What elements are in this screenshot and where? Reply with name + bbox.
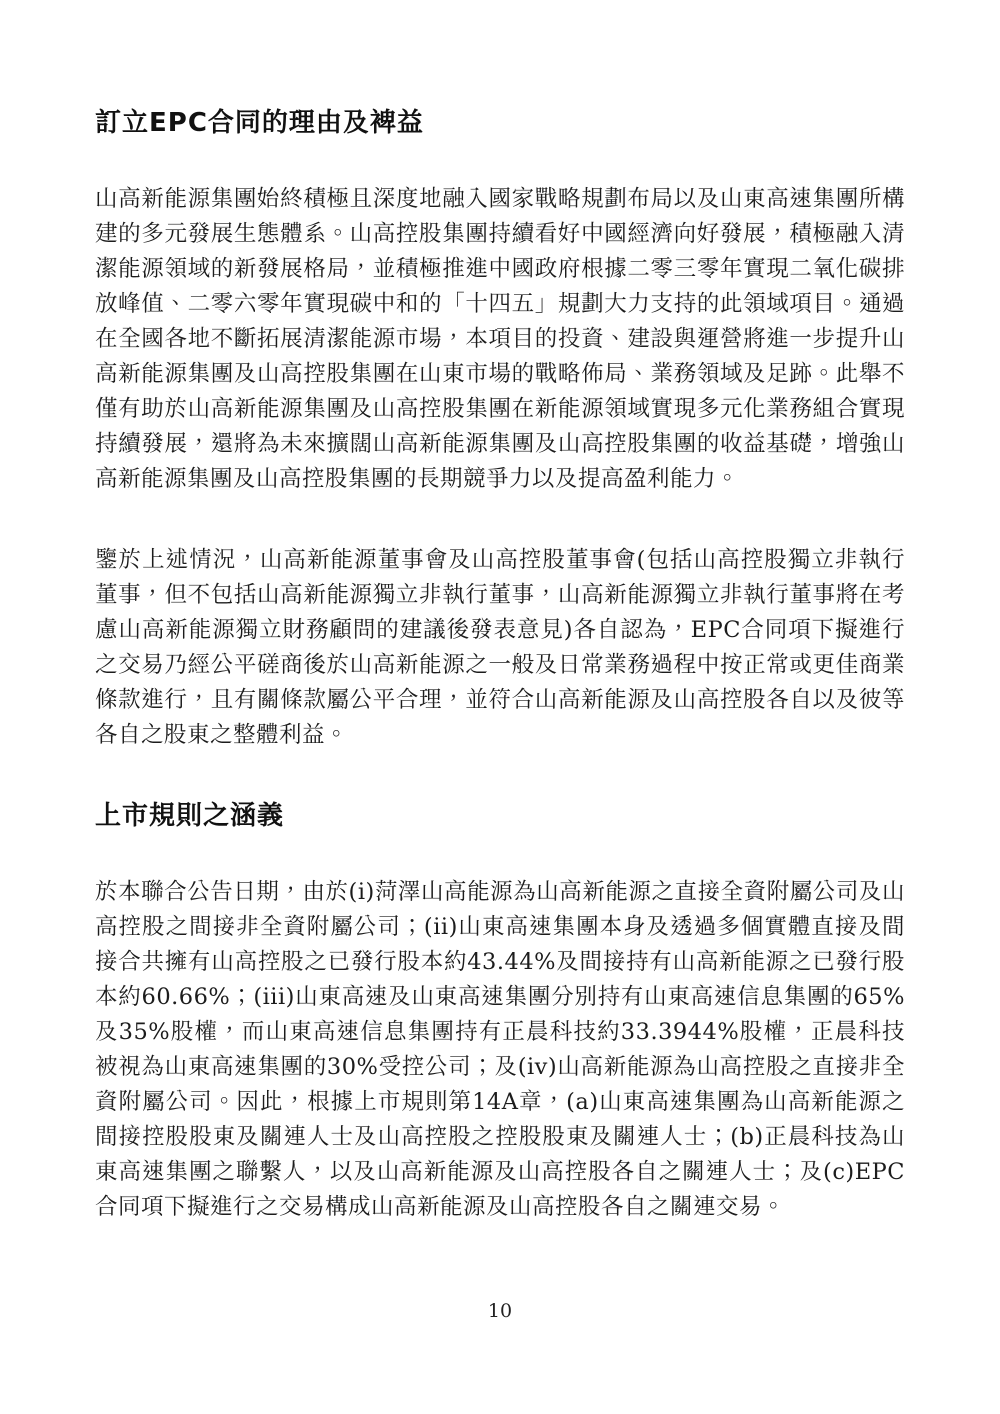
section-heading-epc-reasons-benefits: 訂立EPC合同的理由及裨益 [95,108,424,138]
page-number: 10 [487,1300,513,1322]
paragraph-strategy-development: 山高新能源集團始終積極且深度地融入國家戰略規劃布局以及山東高速集團所構建的多元發展生態體系。山高控股集團持續看好中國經濟向好發展，積極融入清潔能源領域的新發展格局，並積極推進中國政府根據二零三零年實現二氧化碳排放峰值、二零六零年實現碳中和的「十四五」規劃大力支持的此領域項目。通過在全國各地不斷拓展清潔能源市場，本項目的投資、建設與運營將進一步提升山高新能源集團及山高控股集團在山東市場的戰略佈局、業務領域及足跡。此舉不僅有助於山高新能源集團及山高控股集團在新能源領域實現多元化業務組合實現持續發展，還將為未來擴闊山高新能源集團及山高控股集團的收益基礎，增強山高新能源集團及山高控股集團的長期競爭力以及提高盈利能力。 [95,186,905,492]
paragraph-listing-rules-details: 於本聯合公告日期，由於(i)菏澤山高能源為山高新能源之直接全資附屬公司及山高控股之間接非全資附屬公司；(ii)山東高速集團本身及透過多個實體直接及間接合共擁有山高控股之已發行股本約43.44%及間接持有山高新能源之已發行股本約60.66%；(iii)山東高速及山東高速集團分別持有山東高速信息集團的65%及35%股權，而山東高速信息集團持有正晨科技約33.3944%股權，正晨科技被視為山東高速集團的30%受控公司；及(iv)山高新能源為山高控股之直接非全資附屬公司。因此，根據上市規則第14A章，(a)山東高速集團為山高新能源之間接控股股東及關連人士及山高控股之控股股東及關連人士；(b)正晨科技為山東高速集團之聯繫人，以及山高新能源及山高控股各自之關連人士；及(c)EPC合同項下擬進行之交易構成山高新能源及山高控股各自之關連交易。 [95,879,905,1220]
section-heading-listing-rules-implications: 上市規則之涵義 [95,801,285,831]
paragraph-board-opinion: 鑒於上述情況，山高新能源董事會及山高控股董事會(包括山高控股獨立非執行董事，但不包括山高新能源獨立非執行董事，山高新能源獨立非執行董事將在考慮山高新能源獨立財務顧問的建議後發表意見)各自認為，EPC合同項下擬進行之交易乃經公平磋商後於山高新能源之一般及日常業務過程中按正常或更佳商業條款進行，且有關條款屬公平合理，並符合山高新能源及山高控股各自以及彼等各自之股東之整體利益。 [95,547,905,748]
